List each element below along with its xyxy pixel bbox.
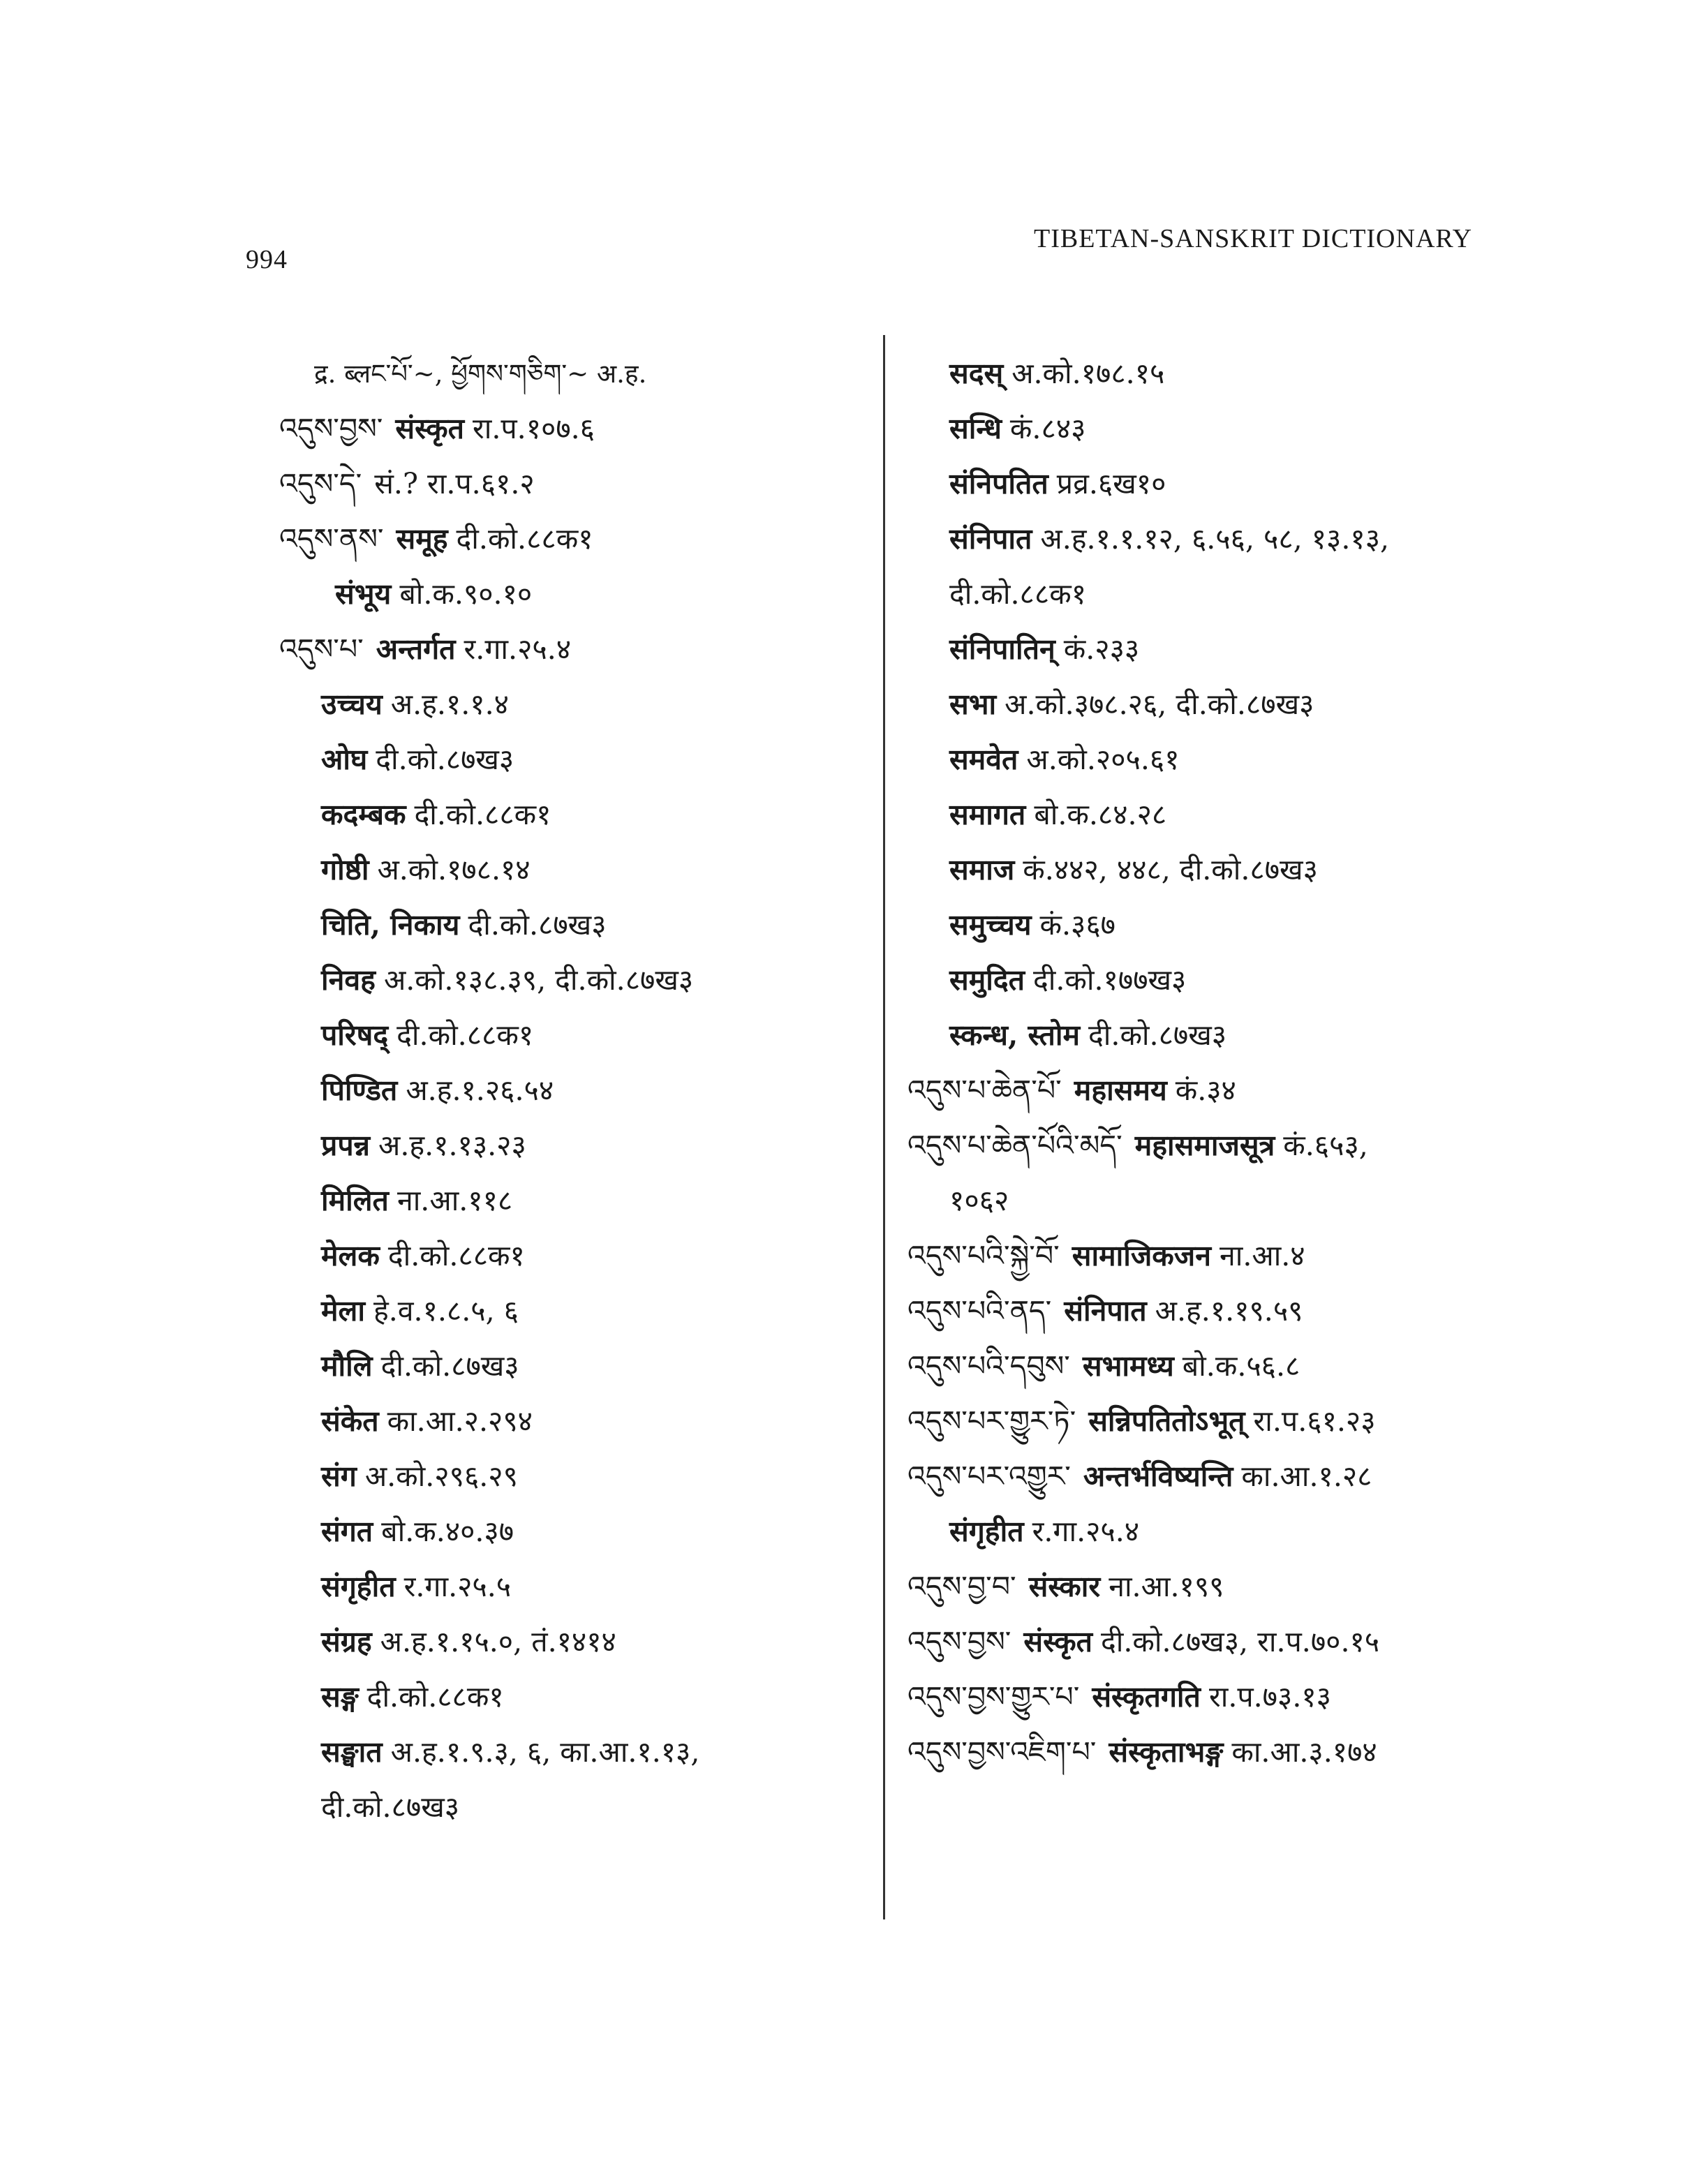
sanskrit-equivalent: मेला — [321, 1294, 365, 1328]
dictionary-entry — [907, 456, 1536, 512]
dictionary-entry — [907, 346, 1536, 401]
sanskrit-equivalent: अन्तर्भविष्यन्ति — [1083, 1459, 1233, 1493]
dictionary-entry — [279, 1725, 866, 1780]
sanskrit-equivalent: समुदित — [949, 963, 1025, 997]
source-reference: अ.ह.१.१३.२३ — [378, 1129, 526, 1162]
source-reference: प्रव्र.६ख१० — [1056, 467, 1166, 500]
source-reference: अ.ह.१.१५.०, तं.१४१४ — [380, 1625, 616, 1658]
tibetan-headword: འདུས་ནས་ — [279, 522, 384, 556]
dictionary-entry — [907, 1449, 1536, 1504]
dictionary-entry — [907, 677, 1536, 732]
source-reference: बो.क.८४.२८ — [1034, 798, 1167, 831]
tibetan-headword: འདུས་པ་ཆེན་པོ་ — [907, 1074, 1062, 1107]
dictionary-entry — [907, 953, 1536, 1008]
source-reference: दी.को.१७७ख३ — [1033, 963, 1187, 997]
tibetan-headword: འདུས་པར་གྱུར་ཏེ་ — [907, 1404, 1076, 1438]
dictionary-entry — [279, 1504, 866, 1559]
sanskrit-equivalent: निवह — [321, 963, 376, 997]
sanskrit-equivalent: अन्तर्गत — [376, 632, 456, 666]
tibetan-headword: འདུས་པའི་དབུས་ — [907, 1349, 1070, 1383]
source-reference: र.गा.२५.४ — [464, 632, 572, 666]
dictionary-entry — [279, 732, 866, 787]
dictionary-entry — [907, 1339, 1536, 1394]
sanskrit-equivalent: पिण्डित — [321, 1074, 398, 1107]
source-reference: १०६२ — [949, 1184, 1009, 1217]
dictionary-entry — [907, 1504, 1536, 1559]
sanskrit-equivalent: समूह — [396, 522, 448, 556]
tibetan-headword: འདུས་པའི་སྐྱེ་བོ་ — [907, 1239, 1060, 1272]
sanskrit-equivalent: सदस् — [949, 357, 1004, 390]
dictionary-entry — [279, 622, 866, 677]
sanskrit-equivalent: सन्निपतितोऽभूत् — [1088, 1404, 1245, 1438]
source-reference: दी.को.८७ख३ — [321, 1790, 460, 1824]
dictionary-entry — [279, 1614, 866, 1670]
sanskrit-equivalent: मौलि — [321, 1349, 373, 1383]
dictionary-entry — [907, 1559, 1536, 1614]
sanskrit-equivalent: सभा — [949, 688, 997, 721]
dictionary-entry — [279, 567, 866, 622]
sanskrit-equivalent: महासमाजसूत्र — [1134, 1129, 1275, 1162]
dictionary-entry — [907, 1118, 1536, 1173]
dictionary-entry — [907, 787, 1536, 842]
source-reference: दी.को.८७ख३ — [380, 1349, 519, 1383]
dictionary-entry — [279, 1339, 866, 1394]
sanskrit-equivalent: मिलित — [321, 1184, 389, 1217]
sanskrit-equivalent: संनिपतित — [949, 467, 1048, 500]
dictionary-entry — [279, 1780, 866, 1835]
source-reference: दी.को.८८क१ — [366, 1680, 504, 1714]
dictionary-entry — [907, 1228, 1536, 1284]
dictionary-entry — [907, 1008, 1536, 1063]
sanskrit-equivalent: संस्कृताभङ्ग — [1109, 1735, 1224, 1769]
source-reference: अ.को.३७८.२६, दी.को.८७ख३ — [1005, 688, 1314, 721]
dictionary-entry — [907, 1670, 1536, 1725]
source-reference: रा.प.१०७.६ — [472, 412, 595, 445]
source-reference: का.आ.२.२९४ — [387, 1404, 533, 1438]
source-reference: र.गा.२५.५ — [403, 1570, 512, 1603]
sanskrit-equivalent: सामाजिकजन — [1072, 1239, 1211, 1272]
dictionary-entry — [279, 898, 866, 953]
sanskrit-equivalent: संस्कृत — [1023, 1625, 1092, 1658]
source-reference: द्र. ब्लང་པོ་~, ཕྱོགས་གཅིག་~ अ.ह. — [314, 359, 647, 389]
tibetan-headword: འདུས་བྱ་བ་ — [907, 1570, 1016, 1603]
sanskrit-equivalent: संग्रह — [321, 1625, 372, 1658]
source-reference: हे.व.१.८.५, ६ — [373, 1294, 519, 1328]
tibetan-headword: འདུས་པའི་ནད་ — [907, 1294, 1052, 1328]
dictionary-entry — [279, 512, 866, 567]
sanskrit-equivalent: स्कन्ध, स्तोम — [949, 1018, 1081, 1052]
source-reference: र.गा.२५.४ — [1032, 1515, 1140, 1548]
right-column — [907, 346, 1536, 1780]
source-reference: अ.ह.१.९.३, ६, का.आ.१.१३, — [390, 1735, 700, 1769]
source-reference: कं.४४२, ४४८, दी.को.८७ख३ — [1023, 853, 1318, 886]
dictionary-entry — [279, 1008, 866, 1063]
source-reference: बो.क.९०.१० — [399, 577, 533, 611]
dictionary-entry — [907, 1614, 1536, 1670]
sanskrit-equivalent: संभूय — [335, 577, 392, 611]
sanskrit-equivalent: महासमय — [1074, 1074, 1167, 1107]
source-reference: कं.३६७ — [1039, 908, 1115, 942]
sanskrit-equivalent: समवेत — [949, 743, 1018, 776]
source-reference: दी.को.८७ख३, रा.प.७०.१५ — [1100, 1625, 1380, 1658]
sanskrit-equivalent: संगत — [321, 1515, 373, 1548]
sanskrit-equivalent: संकेत — [321, 1404, 379, 1438]
dictionary-entry — [279, 1063, 866, 1118]
source-reference: ना.आ.१९९ — [1109, 1570, 1224, 1603]
sanskrit-equivalent: प्रपन्न — [321, 1129, 370, 1162]
source-reference: दी.को.८८क१ — [414, 798, 551, 831]
dictionary-entry — [279, 1394, 866, 1449]
column-divider — [883, 335, 885, 1919]
source-reference: अ.ह.१.२६.५४ — [406, 1074, 554, 1107]
source-reference: दी.को.८७ख३ — [376, 743, 514, 776]
source-reference: दी.को.८७ख३ — [468, 908, 607, 942]
sanskrit-equivalent: सङ्घात — [321, 1735, 383, 1769]
tibetan-headword: འདུས་བྱས་ — [279, 412, 383, 445]
dictionary-entry — [279, 401, 866, 456]
source-reference: दी.को.८८क१ — [949, 577, 1087, 611]
source-reference: ना.आ.११८ — [396, 1184, 513, 1217]
sanskrit-equivalent: ओघ — [321, 743, 368, 776]
sanskrit-equivalent: सङ्ग — [321, 1680, 359, 1714]
tibetan-headword: འདུས་བྱས་ — [907, 1625, 1011, 1658]
dictionary-entry — [907, 512, 1536, 567]
sanskrit-equivalent: मेलक — [321, 1239, 380, 1272]
dictionary-entry — [907, 842, 1536, 898]
sanskrit-equivalent: चिति, निकाय — [321, 908, 460, 942]
dictionary-entry — [907, 898, 1536, 953]
sanskrit-equivalent: कदम्बक — [321, 798, 406, 831]
dictionary-entry — [907, 567, 1536, 622]
sanskrit-equivalent: संनिपातिन् — [949, 632, 1055, 666]
tibetan-headword: འདུས་དེ་ — [279, 467, 362, 500]
sanskrit-equivalent: संस्कृतगति — [1092, 1680, 1201, 1714]
dictionary-entry — [279, 1284, 866, 1339]
sanskrit-equivalent: संस्कृत — [395, 412, 464, 445]
running-header: TIBETAN-SANSKRIT DICTIONARY — [1034, 224, 1473, 253]
page-number: 994 — [246, 245, 288, 274]
source-reference: सं.? रा.प.६१.२ — [374, 467, 535, 500]
tibetan-headword: འདུས་པ་ཆེན་པོའི་མདོ་ — [907, 1129, 1122, 1162]
dictionary-entry — [907, 1284, 1536, 1339]
sanskrit-equivalent: गोष्ठी — [321, 853, 369, 886]
source-reference: अ.को.२०५.६१ — [1026, 743, 1180, 776]
sanskrit-equivalent: संगृहीत — [321, 1570, 396, 1603]
dictionary-entry — [907, 732, 1536, 787]
tibetan-headword: འདུས་པར་འགྱུར་ — [907, 1459, 1071, 1493]
sanskrit-equivalent: उच्चय — [321, 688, 383, 721]
source-reference: ना.आ.४ — [1219, 1239, 1305, 1272]
sanskrit-equivalent: समागत — [949, 798, 1026, 831]
dictionary-entry — [279, 1173, 866, 1228]
source-reference: बो.क.४०.३७ — [381, 1515, 514, 1548]
dictionary-entry — [279, 1449, 866, 1504]
source-reference: कं.८४३ — [1009, 412, 1086, 445]
source-reference: रा.प.७३.१३ — [1208, 1680, 1331, 1714]
dictionary-entry — [279, 787, 866, 842]
sanskrit-equivalent: सभामध्य — [1082, 1349, 1174, 1383]
dictionary-entry — [279, 953, 866, 1008]
dictionary-entry — [279, 1670, 866, 1725]
source-reference: दी.को.८८क१ — [456, 522, 593, 556]
source-reference: दी.को.८७ख३ — [1088, 1018, 1227, 1052]
dictionary-entry — [907, 622, 1536, 677]
dictionary-entry — [907, 1063, 1536, 1118]
tibetan-headword: འདུས་བྱས་གྱུར་པ་ — [907, 1680, 1080, 1714]
source-reference: का.आ.३.१७४ — [1231, 1735, 1377, 1769]
source-reference: कं.२३३ — [1063, 632, 1140, 666]
source-reference: रा.प.६१.२३ — [1253, 1404, 1376, 1438]
source-reference: अ.को.२९६.२९ — [364, 1459, 518, 1493]
sanskrit-equivalent: संस्कार — [1028, 1570, 1101, 1603]
sanskrit-equivalent: संनिपात — [949, 522, 1032, 556]
dictionary-entry — [279, 1228, 866, 1284]
source-reference: अ.को.१७८.१५ — [1011, 357, 1165, 390]
source-reference: दी.को.८८क१ — [387, 1239, 525, 1272]
source-reference: बो.क.५६.८ — [1182, 1349, 1300, 1383]
dictionary-entry — [279, 1559, 866, 1614]
dictionary-entry — [907, 1394, 1536, 1449]
source-reference: का.आ.१.२८ — [1241, 1459, 1372, 1493]
dictionary-entry — [279, 677, 866, 732]
source-reference: अ.को.१७८.१४ — [377, 853, 531, 886]
source-reference: अ.को.१३८.३९, दी.को.८७ख३ — [383, 963, 694, 997]
source-reference: कं.३४ — [1175, 1074, 1236, 1107]
tibetan-headword: འདུས་བྱས་འཇིག་པ་ — [907, 1735, 1097, 1769]
dictionary-entry — [907, 1725, 1536, 1780]
tibetan-headword: འདུས་པ་ — [279, 632, 364, 666]
dictionary-entry — [279, 842, 866, 898]
source-reference: अ.ह.१.१.१२, ६.५६, ५८, १३.१३, — [1040, 522, 1390, 556]
dictionary-entry — [279, 346, 866, 401]
sanskrit-equivalent: संनिपात — [1064, 1294, 1147, 1328]
left-column — [279, 346, 866, 1835]
source-reference: अ.ह.१.१.४ — [390, 688, 509, 721]
sanskrit-equivalent: परिषद् — [321, 1018, 389, 1052]
source-reference: कं.६५३, — [1283, 1129, 1368, 1162]
dictionary-entry — [279, 456, 866, 512]
source-reference: दी.को.८८क१ — [396, 1018, 534, 1052]
dictionary-entry — [279, 1118, 866, 1173]
sanskrit-equivalent: समुच्चय — [949, 908, 1032, 942]
source-reference: अ.ह.१.१९.५९ — [1155, 1294, 1303, 1328]
dictionary-entry — [907, 1173, 1536, 1228]
sanskrit-equivalent: संगृहीत — [949, 1515, 1024, 1548]
dictionary-entry — [907, 401, 1536, 456]
sanskrit-equivalent: संग — [321, 1459, 357, 1493]
sanskrit-equivalent: समाज — [949, 853, 1015, 886]
sanskrit-equivalent: सन्धि — [949, 412, 1002, 445]
